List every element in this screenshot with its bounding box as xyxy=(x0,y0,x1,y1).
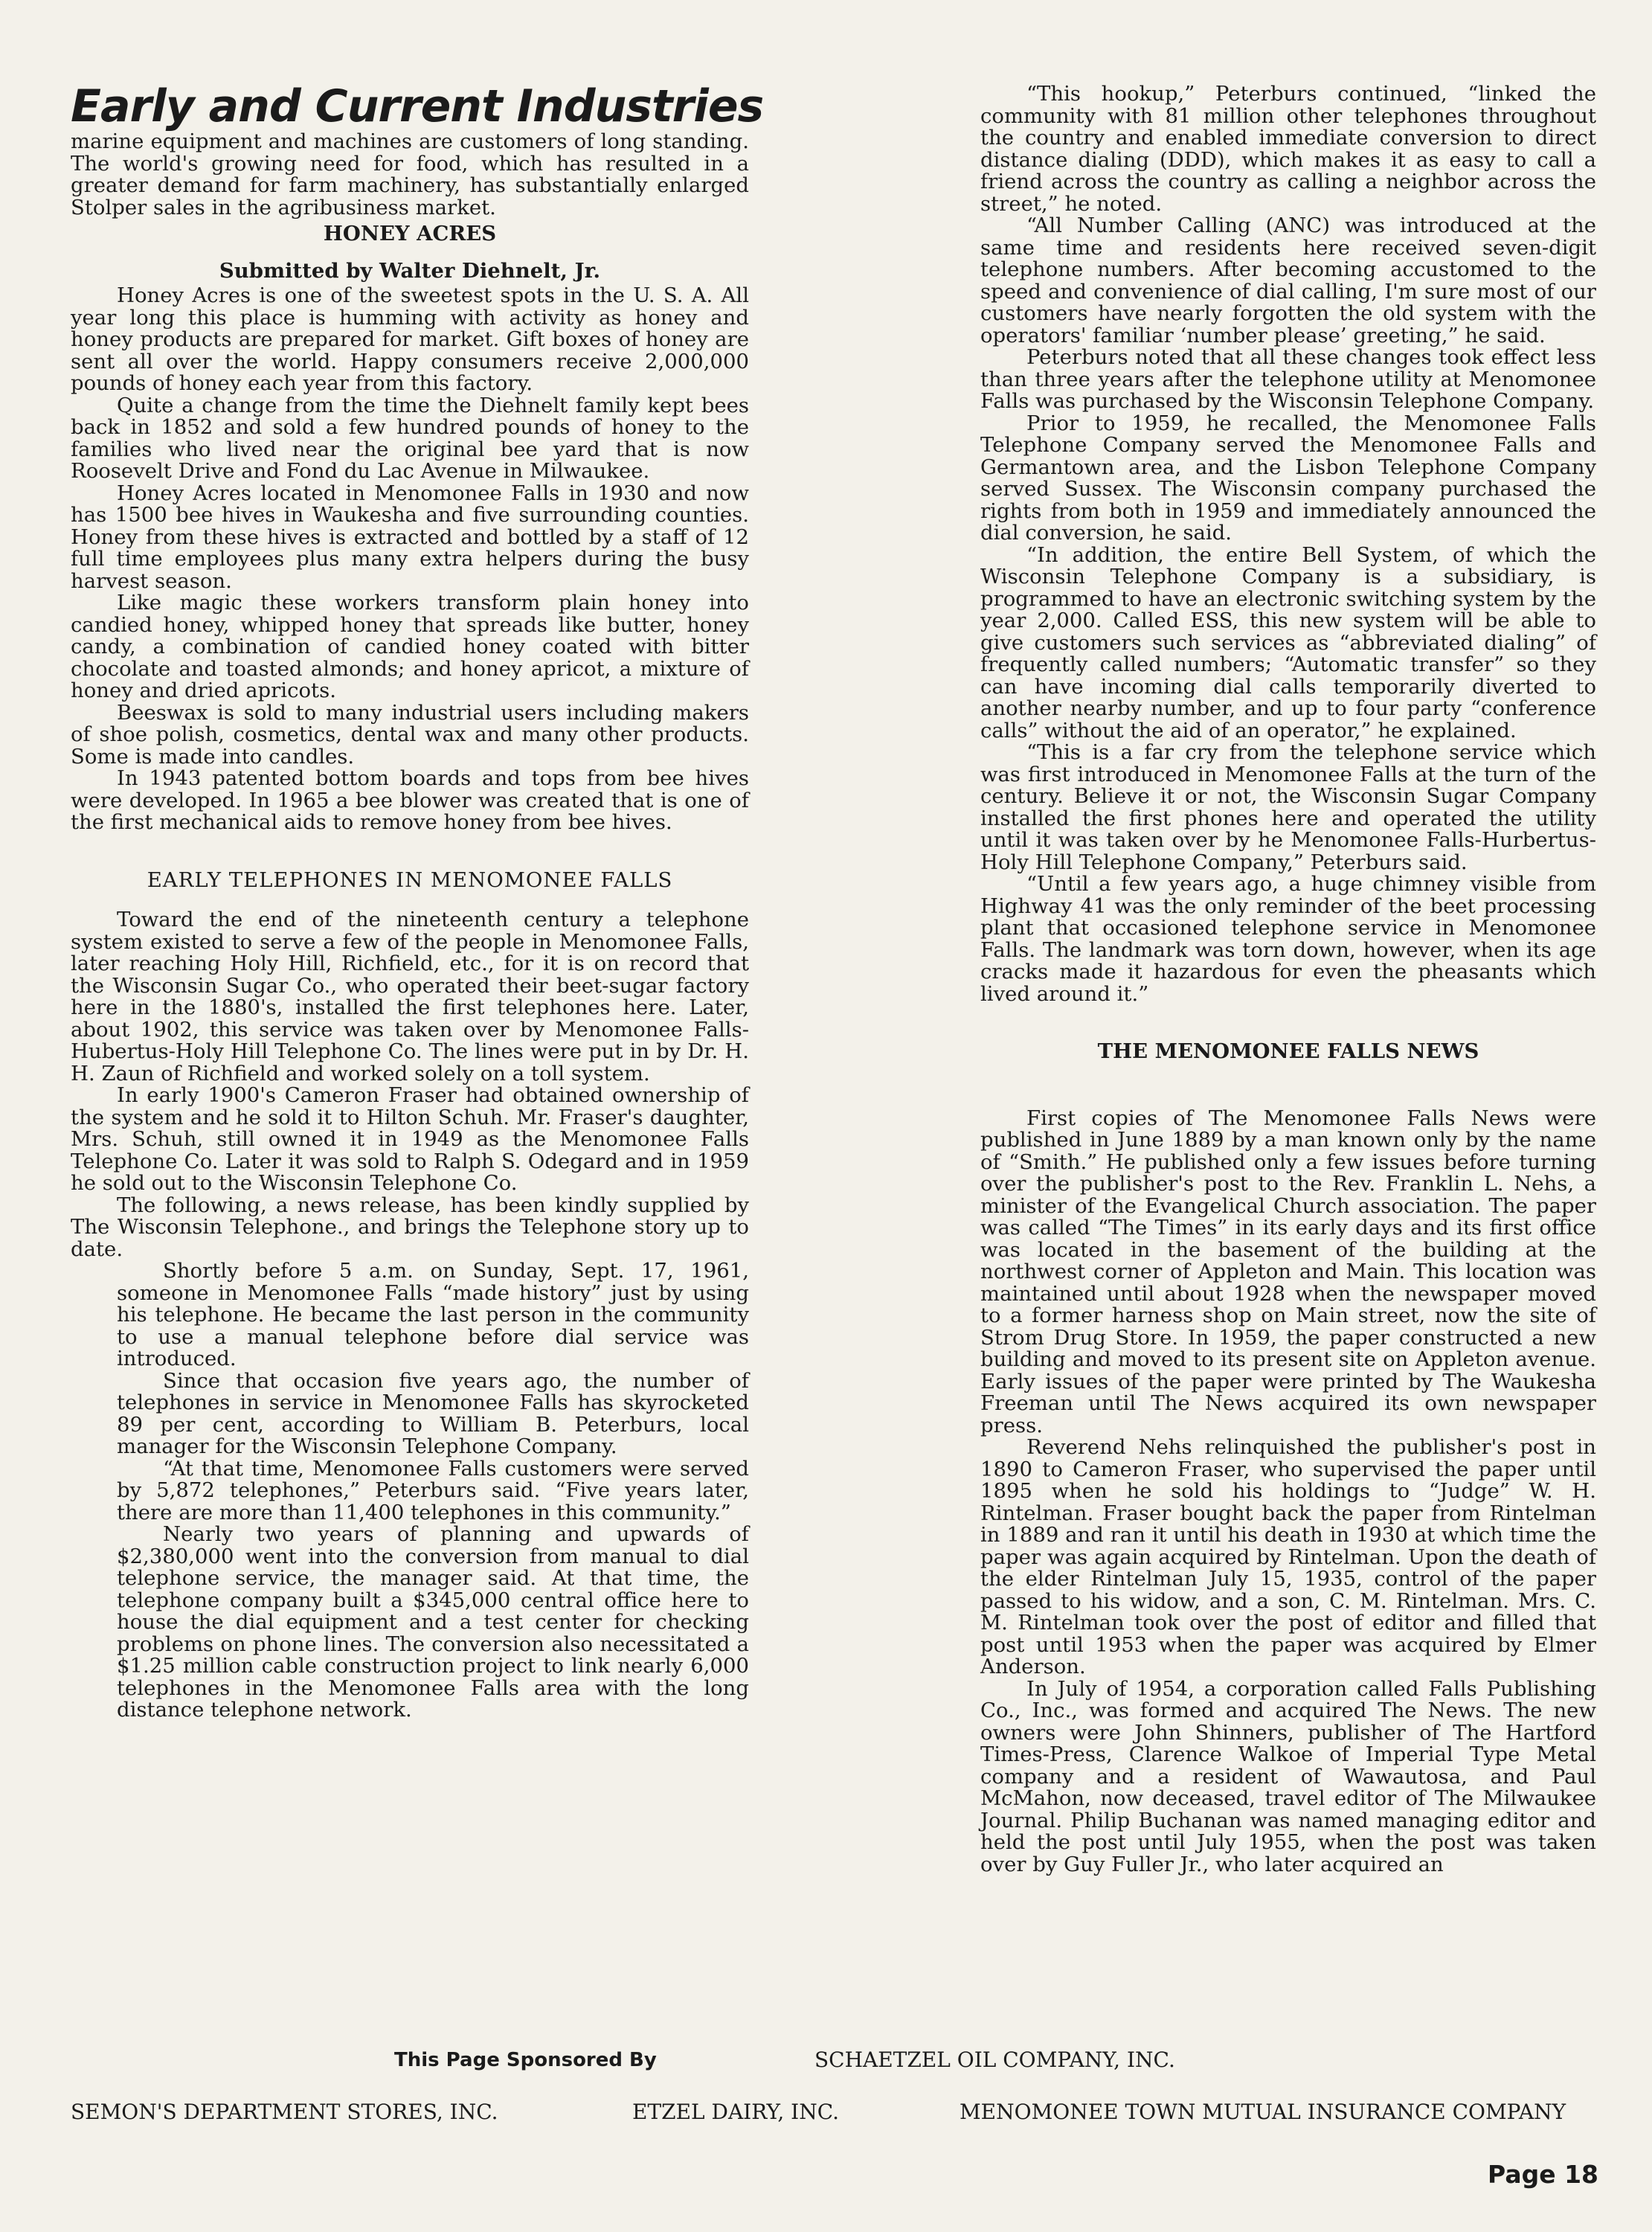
sponsor-etzel: ETZEL DAIRY, INC. xyxy=(632,2100,840,2124)
paragraph: “Until a few years ago, a huge chimney visible from Highway 41 was the only reminder of the beet processing plant that occasioned telephone service in Menomonee Falls. The landmark was torn down, however, when its age cracks made it hazardous for even the pheasants which lived around it.” xyxy=(980,872,1596,1006)
paragraph: In early 1900's Cameron Fraser had obtained ownership of the system and he sold it to Hilton Schuh. Mr. Fraser's daughter, Mrs. Schuh, still owned it in 1949 as the Menomonee Falls Telephone Co. Later it was sold to Ralph S. Odegard and in 1959 he sold out to the Wisconsin Telephone Co. xyxy=(71,1083,749,1195)
paragraph: Honey Acres is one of the sweetest spots in the U. S. A. All year long this place is humming with activity as honey and honey products are prepared for market. Gift boxes of honey are sent all over the world. Happy consumers receive 2,000,000 pounds of honey each year from this factory. xyxy=(71,283,749,395)
right-column xyxy=(980,83,1596,1876)
menomonee-falls-news-heading: THE MENOMONEE FALLS NEWS xyxy=(1097,1039,1479,1063)
paragraph: “This hookup,” Peterburs continued, “linked the community with 81 million other telephones throughout the country and enabled immediate conversion to direct distance dialing (DDD), which makes it as easy to call a friend across the country as calling a neighbor across the street,” he noted. xyxy=(980,82,1596,216)
quote-paragraph: Shortly before 5 a.m. on Sunday, Sept. 17, 1961, someone in Menomonee Falls “made history” just by using his telephone. He became the last person in the community to use a manual telephone before dial service was introduced. xyxy=(117,1259,749,1370)
sponsor-label: This Page Sponsored By xyxy=(394,2049,657,2071)
paragraph: In July of 1954, a corporation called Falls Publishing Co., Inc., was formed and acquired The News. The new owners were John Shinners, publisher of The Hartford Times-Press, Clarence Walkoe of Imperial Type Metal company and a resident of Wawautosa, and Paul McMahon, now deceased, travel editor of The Milwaukee Journal. Philip Buchanan was named managing editor and held the post until July 1955, when the post was taken over by Guy Fuller Jr., who later acquired an xyxy=(980,1676,1596,1876)
paragraph: Honey Acres located in Menomonee Falls in 1930 and now has 1500 bee hives in Waukesha and five surrounding counties. Honey from these hives is extracted and bottled by a staff of 12 full time employees plus many extra helpers during the busy harvest season. xyxy=(71,481,749,593)
honey-acres-heading: HONEY ACRES xyxy=(323,222,497,246)
paragraph: Beeswax is sold to many industrial users including makers of shoe polish, cosmetics, dental wax and many other products. Some is made into candles. xyxy=(71,700,749,769)
sponsor-schaetzel: SCHAETZEL OIL COMPANY, INC. xyxy=(814,2047,1175,2072)
paragraph: Like magic these workers transform plain honey into candied honey, whipped honey that spreads like butter, honey candy, a combination of candied honey coated with bitter chocolate and toasted almonds; and honey apricot, a mixture of honey and dried apricots. xyxy=(71,591,749,702)
paragraph: Prior to 1959, he recalled, the Menomonee Falls Telephone Company served the Menomonee Falls and Germantown area, and the Lisbon Telephone Company served Sussex. The Wisconsin company purchased the rights from both in 1959 and immediately announced the dial conversion, he said. xyxy=(980,411,1596,545)
paragraph: Reverend Nehs relinquished the publisher's post in 1890 to Cameron Fraser, who supervised the paper until 1895 when he sold his holdings to “Judge” W. H. Rintelman. Fraser bought back the paper from Rintelman in 1889 and ran it until his death in 1930 at which time the paper was again acquired by Rintelman. Upon the death of the elder Rintelman July 15, 1935, control of the paper passed to his widow, and a son, C. M. Rintelman. Mrs. C. M. Rintelman took over the post of editor and filled that post until 1953 when the paper was acquired by Elmer Anderson. xyxy=(980,1435,1596,1678)
paragraph: “All Number Calling (ANC) was introduced at the same time and residents here received seven-digit telephone numbers. After becoming accustomed to the speed and convenience of dial calling, I'm sure most of our customers have nearly forgotten the old system with the operators' familiar ‘number please’ greeting,” he said. xyxy=(980,214,1596,347)
quote-paragraph: Nearly two years of planning and upwards of $2,380,000 went into the conversion from manual to dial telephone service, the manager said. At that time, the telephone company built a $345,000 central office here to house the dial equipment and a test center for checking problems on phone lines. The conversion also necessitated a $1.25 million cable construction project to link nearly 6,000 telephones in the Menomonee Falls area with the long distance telephone network. xyxy=(117,1522,749,1722)
early-telephones-heading: EARLY TELEPHONES IN MENOMONEE FALLS xyxy=(147,868,673,892)
paragraph: Quite a change from the time the Diehnelt family kept bees back in 1852 and sold a few hundred pounds of honey to the families who lived near the original bee yard that is now Roosevelt Drive and Fond du Lac Avenue in Milwaukee. xyxy=(71,393,749,483)
page-number: Page 18 xyxy=(1488,2160,1598,2189)
honey-acres-byline: Submitted by Walter Diehnelt, Jr. xyxy=(219,258,601,283)
paragraph: Peterburs noted that all these changes took effect less than three years after the telephone utility at Menomonee Falls was purchased by the Wisconsin Telephone Company. xyxy=(980,345,1596,413)
sponsor-semons: SEMON'S DEPARTMENT STORES, INC. xyxy=(71,2100,498,2124)
page-title: Early and Current Industries xyxy=(71,80,764,132)
paragraph: “In addition, the entire Bell System, of which the Wisconsin Telephone Company is a subsidiary, is programmed to have an electronic switching system by the year 2,000. Called ESS, this new system will be able to give customers such services as “abbreviated dialing” of frequently called numbers; “Automatic transfer” so they can have incoming dial calls temporarily diverted to another nearby number, and up to four party “conference calls” without the aid of an operator,” he explained. xyxy=(980,542,1596,743)
left-column xyxy=(71,131,749,1722)
paragraph: First copies of The Menomonee Falls News were published in June 1889 by a man known only by the name of “Smith.” He published only a few issues before turning over the publisher's post to the Rev. Franklin L. Nehs, a minister of the Evangelical Church association. The paper was called “The Times” in its early days and its first office was located in the basement of the building at the northwest corner of Appleton and Main. This location was maintained until about 1928 when the newspaper moved to a former harness shop on Main street, now the site of Strom Drug Store. In 1959, the paper constructed a new building and moved to its present site on Appleton avenue. Early issues of the paper were printed by The Waukesha Freeman until The News acquired its own newspaper press. xyxy=(980,1106,1596,1437)
quote-paragraph: Since that occasion five years ago, the number of telephones in service in Menomonee Falls has skyrocketed 89 per cent, according to William B. Peterburs, local manager for the Wisconsin Telephone Company. xyxy=(117,1368,749,1458)
news-release-quote xyxy=(71,1260,749,1722)
quote-paragraph: “At that time, Menomonee Falls customers were served by 5,872 telephones,” Peterburs said. “Five years later, there are more than 11,400 telephones in this community.” xyxy=(117,1456,749,1524)
sponsor-menomonee-town-mutual: MENOMONEE TOWN MUTUAL INSURANCE COMPANY xyxy=(960,2100,1566,2124)
paragraph: Toward the end of the nineteenth century a telephone system existed to serve a few of the people in Menomonee Falls, later reaching Holy Hill, Richfield, etc., for it is on record that the Wisconsin Sugar Co., who operated their beet-sugar factory here in the 1880's, installed the first telephones here. Later, about 1902, this service was taken over by Menomonee Falls-Hubertus-Holy Hill Telephone Co. The lines were put in by Dr. H. H. Zaun of Richfield and worked solely on a toll system. xyxy=(71,908,749,1085)
intro-paragraph: marine equipment and machines are customers of long standing. The world's growing need for food, which has resulted in a greater demand for farm machinery, has substantially enlarged Stolper sales in the agribusiness market. xyxy=(71,129,749,219)
paragraph: “This is a far cry from the telephone service which was first introduced in Menomonee Falls at the turn of the century. Believe it or not, the Wisconsin Sugar Company installed the first phones here and operated the utility until it was taken over by he Menomonee Falls-Hurbertus-Holy Hill Telephone Company,” Peterburs said. xyxy=(980,740,1596,874)
paragraph: The following, a news release, has been kindly supplied by The Wisconsin Telephone., and brings the Telephone story up to date. xyxy=(71,1193,749,1261)
paragraph: In 1943 patented bottom boards and tops from bee hives were developed. In 1965 a bee blower was created that is one of the first mechanical aids to remove honey from bee hives. xyxy=(71,766,749,834)
